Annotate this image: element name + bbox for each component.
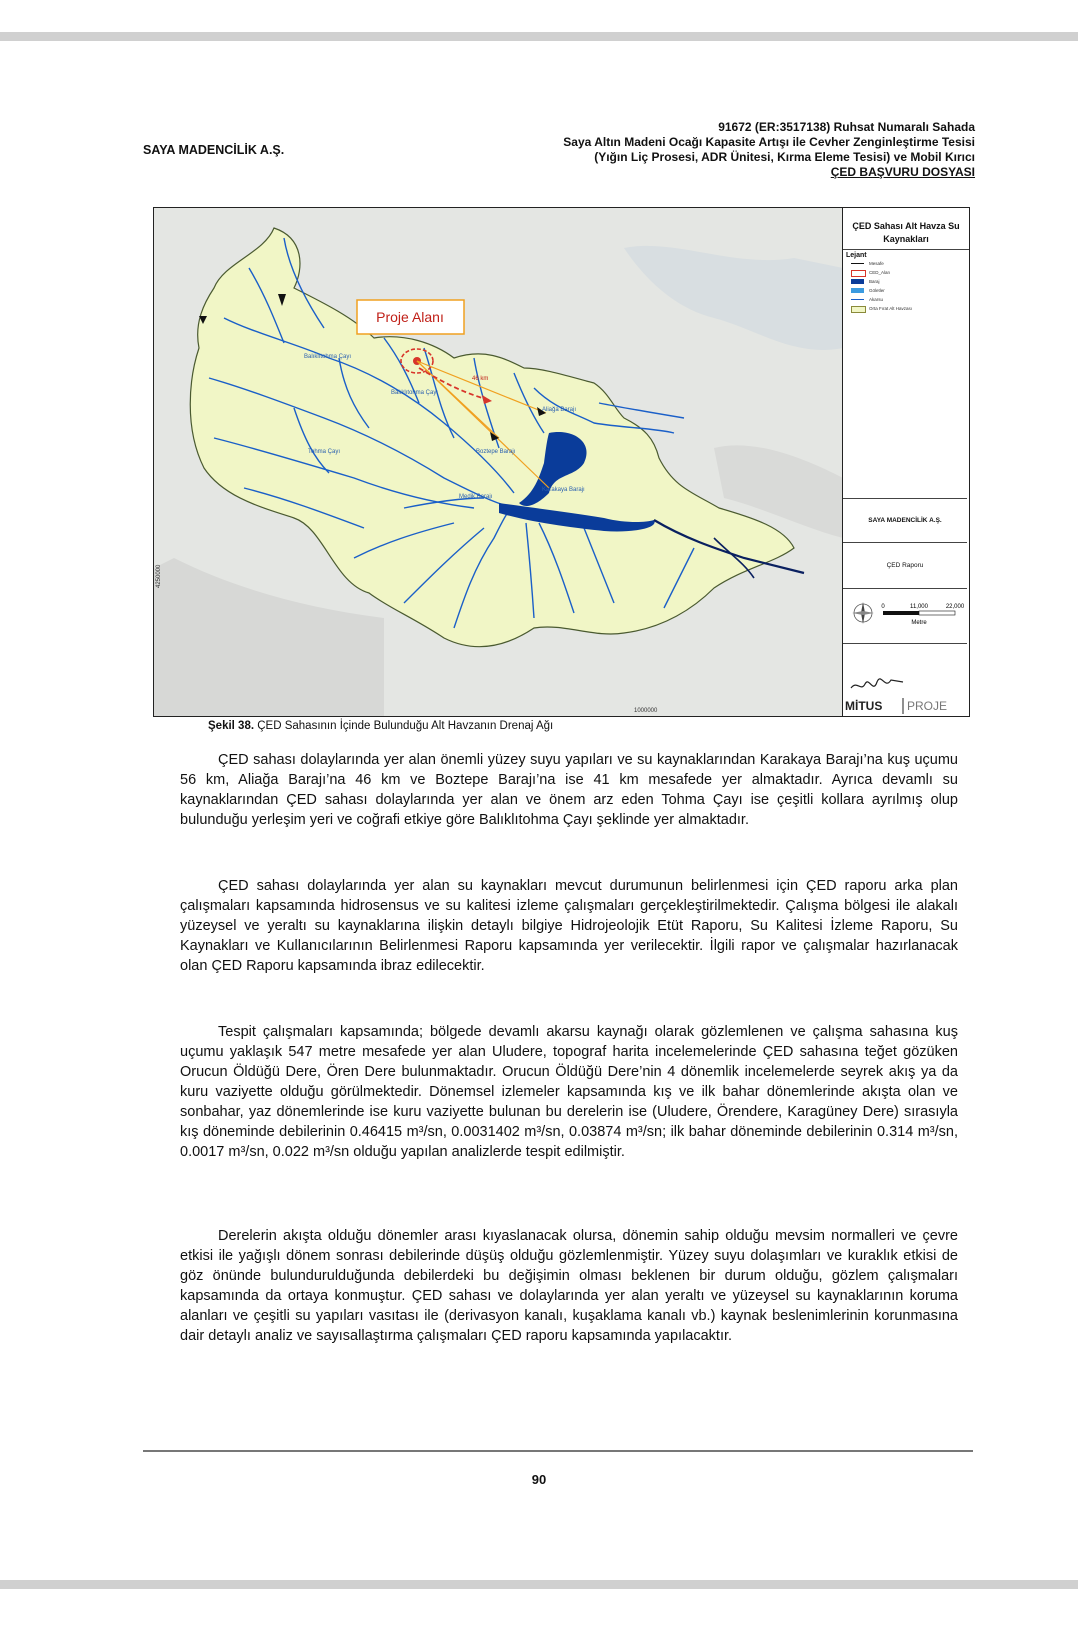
label-balikli-2: Balıklıtohma Çayı (391, 390, 439, 396)
footer-rule (143, 1450, 973, 1452)
legend-item-basin: Orta Fırat Alt Havzası (843, 304, 969, 313)
map-legend-panel (842, 208, 969, 716)
header-line-1: 91672 (ER:3517138) Ruhsat Numaralı Sahada (718, 120, 975, 134)
mitus-proje-logo (843, 644, 967, 717)
stream-line-icon (851, 299, 864, 300)
page-number: 90 (531, 1472, 547, 1487)
legend-brand-box (843, 643, 967, 717)
label-balikli-1: Balıklıtohma Çayı (304, 354, 352, 360)
legend-report-box: ÇED Raporu (843, 542, 967, 589)
legend-item-ponds: Göletler (843, 286, 969, 295)
label-karakaya: Karakaya Barajı (542, 487, 585, 493)
coord-bottom: 1000000 (634, 708, 658, 714)
figure-caption-text: ÇED Sahasının İçinde Bulunduğu Alt Havzanın Drenaj Ağı (254, 720, 554, 732)
scale-unit: Metre (911, 620, 927, 626)
basin-swatch-icon (851, 306, 866, 313)
map-canvas (154, 208, 843, 716)
pond-swatch-icon (851, 288, 864, 293)
header-line-4: ÇED BAŞVURU DOSYASI (830, 165, 975, 179)
document-header (563, 120, 975, 180)
project-area-label: Proje Alanı (376, 309, 444, 325)
paragraph-4: Derelerin akışta olduğu dönemler arası kıyaslanacak olursa, dönemin sahip olduğu mevsim normalleri ve çevre etkisi ile yağışlı dönem sonrası debilerinde düşüş olduğu gözlemlenmiştir. Yüzey suyu dolaşımları ve kuraklık etkisi de göz önünde bulundurulduğunda debilerdeki bu değişimin olması beklenen bir durum olduğu, gözlem çalışmaları kapsamında da ortaya konmuştur. ÇED sahası ve dolaylarında yer alan yeraltı ve yüzeysel su kaynaklarının koruma alanları ve çeşitli su yapıları vasıtası ile (derivasyon kanalı, kuşaklama kanalı vb.) kaynak beslenimlerinin korunmasına dair detaylı analiz ve sayısallaştırma çalışmaları ÇED raporu kapsamında yapılacaktır. (180, 1228, 958, 1344)
label-tohma: Tohma Çayı (308, 449, 341, 455)
ced-area-swatch-icon (851, 270, 866, 277)
brand-left: MİTUS (845, 699, 883, 713)
drainage-map-figure (153, 207, 970, 717)
top-gray-bar (0, 32, 1078, 41)
label-boztepe: Boztepe Barajı (476, 449, 516, 455)
legend-panel-title: ÇED Sahası Alt Havza Su Kaynakları (843, 208, 969, 250)
brand-right: PROJE (907, 699, 948, 713)
company-name: SAYA MADENCİLİK A.Ş. (143, 143, 285, 157)
legend-item-stream: Akarsu (843, 295, 969, 304)
label-aliaga: Aliağa Barajı (542, 407, 577, 413)
legend-company-box: SAYA MADENCİLİK A.Ş. (843, 498, 967, 543)
coord-left: 4250000 (156, 564, 162, 588)
scale-max: 22,000 (945, 604, 965, 610)
legend-item-distance: Mesafe (843, 259, 969, 268)
label-medik: Medik Barajı (459, 494, 493, 500)
distance-arrow-icon (851, 263, 864, 264)
north-arrow-and-scale (843, 589, 967, 644)
legend-item-ced-area: CED_Alan (843, 268, 969, 277)
paragraph-1: ÇED sahası dolaylarında yer alan önemli yüzey suyu yapıları ve su kaynaklarından Karakaya Barajı’na kuş uçumu 56 km, Aliağa Barajı’na 46 km ve Boztepe Barajı’na ise 41 km mesafede yer almaktadır. Ayrıca devamlı su kaynaklarından ÇED sahası dolaylarında yer alan ve önem arz eden Tohma Çayı ise çeşitli kollara ayrılmış olup bulunduğu yerleşim yeri ve coğrafi etkiye göre Balıklıtohma Çayı şeklinde yer almaktadır. (180, 752, 958, 828)
scale-mid: 11,000 (910, 604, 928, 610)
scale-0: 0 (881, 604, 885, 610)
label-distance: 46 km (472, 376, 489, 382)
bottom-gray-bar (0, 1580, 1078, 1589)
legend-scale-box (843, 588, 967, 644)
paragraph-2: ÇED sahası dolaylarında yer alan su kaynakları mevcut durumunun belirlenmesi için ÇED raporu arka plan çalışmaları kapsamında hidrosensus ve su kalitesi izleme çalışmaları gerçekleştirilmektedir. Çalışma bölgesi ile alakalı yüzeysel ve yeraltı su kaynaklarına ilişkin detaylı bilgiye Hidrojeolojik Etüt Raporu, Su Kalitesi İzleme Raporu, Su Kaynakları ve Kullanıcılarının Belirlenmesi Raporu kapsamında yer verilecektir. İlgili rapor ve çalışmalar hazırlanacak olan ÇED Raporu kapsamında ibraz edilecektir. (180, 878, 958, 974)
legend-heading: Lejant (846, 252, 867, 259)
dam-swatch-icon (851, 279, 864, 284)
header-line-3: (Yığın Liç Prosesi, ADR Ünitesi, Kırma Eleme Tesisi) ve Mobil Kırıcı (594, 150, 975, 164)
header-line-2: Saya Altın Madeni Ocağı Kapasite Artışı ile Cevher Zenginleştirme Tesisi (563, 135, 975, 149)
figure-caption (208, 720, 553, 732)
figure-caption-label: Şekil 38. (208, 720, 255, 732)
legend-item-dam: Baraj (843, 277, 969, 286)
paragraph-3: Tespit çalışmaları kapsamında; bölgede devamlı akarsu kaynağı olarak gözlemlenen ve çalışma sahasına kuş uçumu yaklaşık 547 metre mesafede yer alan Uludere, topograf harita incelemelerinde ÇED sahasına teğet gözüken Orucun Öldüğü Dere, Ören Dere bulunmaktadır. Orucun Öldüğü Dere’nin 4 dönemlik incelemelerde seyrek akış ya da kuru vaziyette olduğu görülmektedir. Dönemsel izlemeler kapsamında kış ve ilk bahar dönemlerinde akışta olan ve sonbahar, yaz dönemlerinde ise kuru vaziyette bulunan bu derelerin ise (Uludere, Örendere, Karagüney Dere) sırasıyla kış döneminde debilerinin 0.46415 m³/sn, 0.0031402 m³/sn, 0.03874 m³/sn; ilk bahar döneminde debilerinin 0.314 m³/sn, 0.0017 m³/sn, 0.022 m³/sn olduğu yapılan analizlerde tespit edilmiştir. (180, 1024, 958, 1160)
